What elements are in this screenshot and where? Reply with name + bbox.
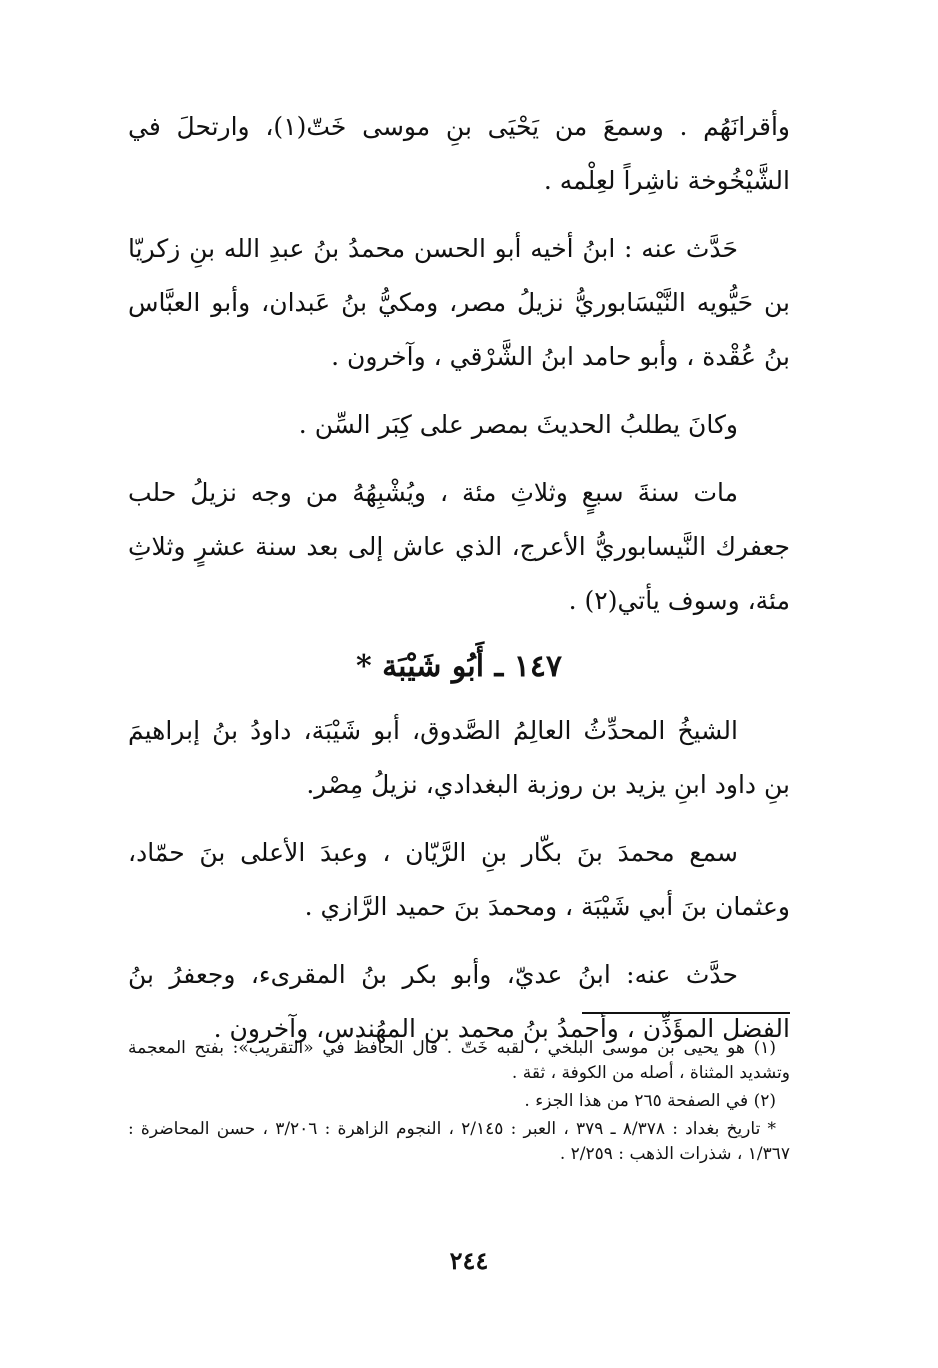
paragraph-entry-intro: الشيخُ المحدِّثُ العالِمُ الصَّدوق، أبو شَيْبَة، داودُ بنُ إبراهيمَ بنِ داود ابنِ يزيد بن روزبة البغدادي، نزيلُ مِصْر. <box>128 716 790 799</box>
footnote-divider <box>582 1012 790 1014</box>
footnotes <box>128 1036 790 1170</box>
paragraph-continuation: وأقرانَهُم . وسمعَ من يَحْيَى بنِ موسى خَتّ(١)، وارتحلَ في الشَّيْخُوخة ناشِراً لعِلْمه . <box>128 112 790 195</box>
paragraph-seeking-hadith: وكانَ يطلبُ الحديثَ بمصر على كِبَر السِّن . <box>298 410 738 439</box>
footnote-2: (٢) في الصفحة ٢٦٥ من هذا الجزء . <box>524 1091 776 1111</box>
paragraph-narrators: حَدَّث عنه : ابنُ أخيه أبو الحسن محمدُ بنُ عبدِ الله بنِ زكريّا بن حَيُّويه النَّيْسَابوريُّ نزيلُ مصر، ومكيُّ بنُ عَبدان، وأبو العبَّاس بنُ عُقْدة ، وأبو حامد ابنُ الشَّرْقي ، وآخرون . <box>128 234 790 371</box>
footnote-1: (١) هو يحيى بن موسى البلخي ، لقبه خَتّ . قال الحافظ في «التقريب»: بفتح المعجمة وتشديد المثناة ، أصله من الكوفة ، ثقة . <box>128 1038 790 1083</box>
paragraph-entry-students: حدَّث عنه: ابنُ عديّ، وأبو بكر بنُ المقرىء، وجعفرُ بنُ الفضل المؤَذِّن ، وأحمدُ بنُ محمد بن المهُندس، وآخرون . <box>128 960 790 1043</box>
paragraph-entry-teachers: سمع محمدَ بنَ بكّار بنِ الرَّيّان ، وعبدَ الأعلى بنَ حمّاد، وعثمان بنَ أبي شَيْبَة ، ومحمدَ بنَ حميد الرَّازي . <box>128 838 790 921</box>
footnote-sources: * تاريخ بغداد : ٨/٣٧٨ ـ ٣٧٩ ، العبر : ٢/١٤٥ ، النجوم الزاهرة : ٣/٢٠٦ ، حسن المحاضرة : ١/٣٦٧ ، شذرات الذهب : ٢/٢٥٩ . <box>128 1119 790 1164</box>
main-text <box>128 100 790 1070</box>
page-number: ٢٤٤ <box>449 1246 489 1275</box>
paragraph-death: مات سنةَ سبعٍ وثلاثِ مئة ، ويُشْبِهُهُ من وجه نزيلُ حلب جعفرك النَّيسابوريُّ الأعرج، الذي عاش إلى بعد سنة عشرٍ وثلاثِ مئة، وسوف يأتي(٢) . <box>128 478 790 615</box>
entry-heading: ١٤٧ ـ أَبُو شَيْبَة * <box>355 649 563 684</box>
